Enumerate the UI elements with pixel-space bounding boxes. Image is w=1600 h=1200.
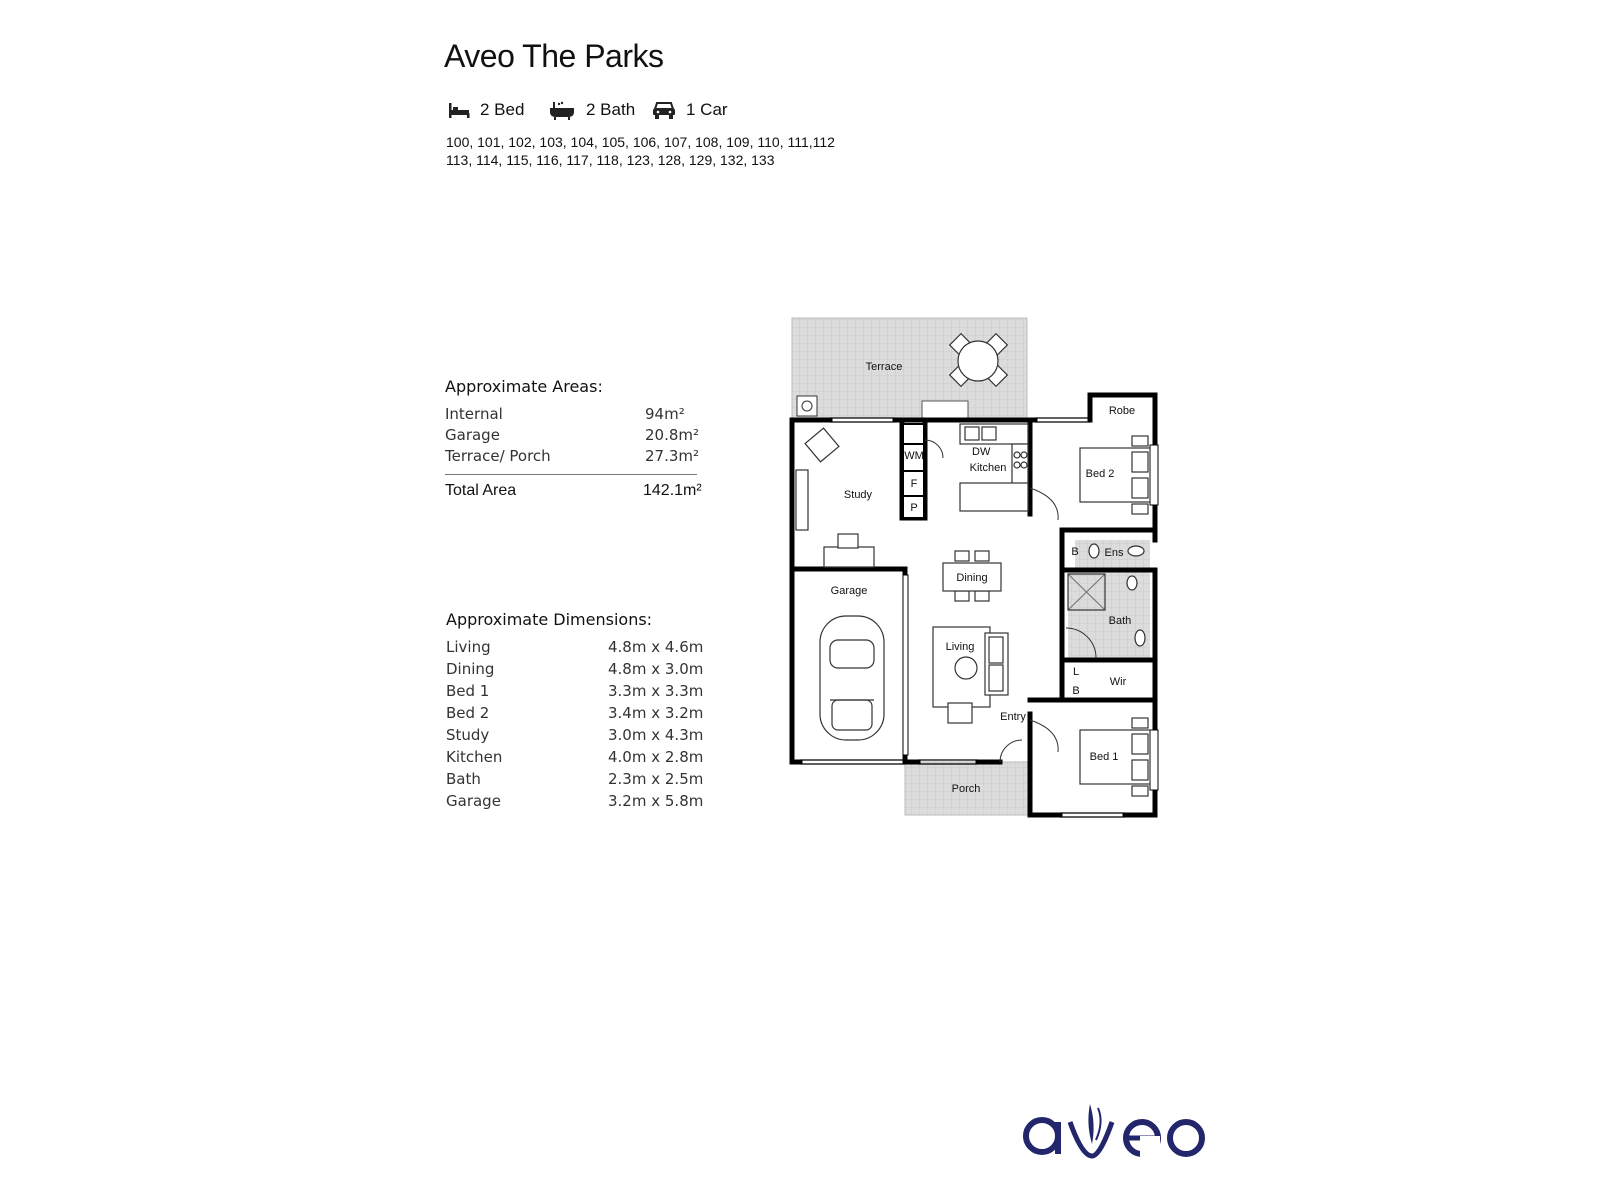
plan-label-kitchen: Kitchen bbox=[969, 462, 1007, 474]
plan-label-wm: WM bbox=[904, 450, 924, 462]
plan-label-study: Study bbox=[843, 489, 873, 501]
plan-label-dw: DW bbox=[972, 446, 991, 458]
dimension-value: 3.4m x 3.2m bbox=[608, 704, 704, 722]
plan-label-bath: Bath bbox=[1108, 615, 1132, 627]
window-bed-2 bbox=[1150, 445, 1158, 505]
dimension-value: 4.0m x 2.8m bbox=[608, 748, 704, 766]
dimension-label: Dining bbox=[446, 660, 495, 678]
terrace-step bbox=[922, 401, 968, 419]
plan-label-robe: Robe bbox=[1108, 405, 1136, 417]
plan-label-bed-1: Bed 1 bbox=[1089, 751, 1119, 763]
dimensions-heading: Approximate Dimensions: bbox=[446, 610, 653, 629]
terrace-bbq bbox=[797, 396, 817, 416]
area-label: Terrace/ Porch bbox=[445, 447, 551, 465]
window-bed-1 bbox=[1150, 730, 1158, 790]
aveo-logo bbox=[1020, 1100, 1210, 1165]
area-label: Internal bbox=[445, 405, 503, 423]
feature-bath-label: 2 Bath bbox=[586, 100, 636, 119]
dimension-label: Garage bbox=[446, 792, 501, 810]
areas-heading: Approximate Areas: bbox=[445, 377, 603, 396]
dimension-value: 3.0m x 4.3m bbox=[608, 726, 704, 744]
plan-label-living: Living bbox=[945, 641, 975, 653]
dimension-label: Bed 2 bbox=[446, 704, 490, 722]
dimension-label: Kitchen bbox=[446, 748, 503, 766]
area-value: 27.3m² bbox=[645, 447, 700, 465]
feature-car-label: 1 Car bbox=[686, 100, 728, 119]
plan-label-l: L bbox=[1072, 666, 1080, 678]
page-title: Aveo The Parks bbox=[444, 38, 664, 74]
plan-label-b-upper: B bbox=[1071, 546, 1079, 558]
plan-label-entry: Entry bbox=[1000, 711, 1026, 723]
feature-bed-label: 2 Bed bbox=[480, 100, 525, 119]
total-area-value: 142.1m² bbox=[643, 482, 702, 499]
plan-label-ens: Ens bbox=[1104, 547, 1124, 559]
dimension-value: 3.2m x 5.8m bbox=[608, 792, 704, 810]
plan-label-garage: Garage bbox=[830, 585, 868, 597]
area-label: Garage bbox=[445, 426, 500, 444]
plan-label-p: P bbox=[910, 502, 918, 514]
dimension-label: Bed 1 bbox=[446, 682, 490, 700]
dimension-label: Bath bbox=[446, 770, 481, 788]
plan-label-terrace: Terrace bbox=[865, 361, 903, 373]
total-area-label: Total Area bbox=[445, 482, 517, 499]
dimension-value: 4.8m x 4.6m bbox=[608, 638, 704, 656]
area-value: 20.8m² bbox=[645, 426, 700, 444]
car-outline bbox=[820, 616, 884, 740]
unit-numbers-line-1: 100, 101, 102, 103, 104, 105, 106, 107, 108, 109, 110, 111,112 bbox=[446, 134, 835, 150]
dimension-label: Living bbox=[446, 638, 491, 656]
plan-label-porch: Porch bbox=[951, 783, 981, 795]
plan-label-b-lower: B bbox=[1072, 685, 1080, 697]
dimension-value: 4.8m x 3.0m bbox=[608, 660, 704, 678]
plan-label-bed-2: Bed 2 bbox=[1085, 468, 1115, 480]
plan-label-wir: Wir bbox=[1109, 676, 1127, 688]
area-value: 94m² bbox=[645, 405, 685, 423]
garage-internal-wall bbox=[903, 575, 908, 755]
dimension-label: Study bbox=[446, 726, 490, 744]
plan-label-f: F bbox=[910, 478, 918, 490]
unit-numbers-line-2: 113, 114, 115, 116, 117, 118, 123, 128, 129, 132, 133 bbox=[446, 152, 775, 168]
aveo-logo-mark bbox=[1020, 1100, 1210, 1160]
plan-label-dining: Dining bbox=[956, 572, 988, 584]
dimension-value: 2.3m x 2.5m bbox=[608, 770, 704, 788]
dimension-value: 3.3m x 3.3m bbox=[608, 682, 704, 700]
